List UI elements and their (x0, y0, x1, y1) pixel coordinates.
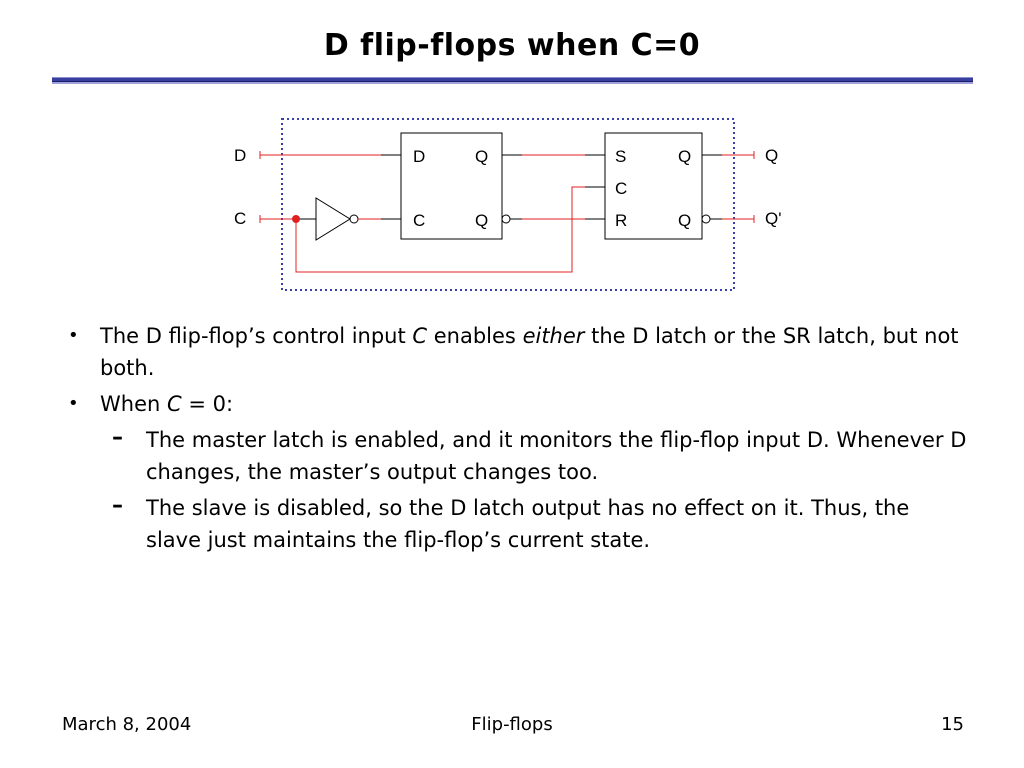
label-master-c: C (413, 211, 426, 230)
bullet-text: the D latch or the SR latch, but not both. (100, 324, 959, 380)
sub-bullet-text: The master latch is enabled, and it monitors the flip-flop input D. Whenever D changes, the master’s output changes too. (146, 428, 967, 484)
inverter-gate (316, 198, 350, 240)
label-output-qn: Q' (765, 209, 782, 228)
bullet-dot-icon: • (68, 393, 79, 414)
bullet-dot-icon: • (68, 325, 79, 346)
label-slave-s: S (615, 147, 627, 166)
label-slave-r: R (615, 211, 628, 230)
footer-date: March 8, 2004 (62, 714, 192, 735)
sub-bullet-item (68, 424, 968, 488)
label-slave-c: C (615, 179, 628, 198)
label-slave-qn: Q (678, 211, 692, 230)
footer-page-number: 15 (941, 714, 964, 735)
master-qn-bubble (502, 215, 510, 223)
slave-qn-bubble (702, 215, 710, 223)
label-master-d: D (413, 147, 426, 166)
bullet-item (68, 320, 968, 384)
label-master-q: Q (475, 147, 489, 166)
dash-icon: – (112, 493, 123, 518)
bullet-text: When (100, 392, 167, 416)
inverter-bubble (350, 215, 358, 223)
slide-title: D flip-flops when C=0 (323, 28, 701, 63)
dash-icon: – (112, 425, 123, 450)
label-input-d: D (234, 146, 247, 165)
bullet-emphasis: either (522, 324, 585, 348)
bullet-list (68, 320, 968, 560)
sub-bullet-text: The slave is disabled, so the D latch output has no effect on it. Thus, the slave just maintains the flip-flop’s current state. (146, 496, 910, 552)
bullet-item (68, 388, 968, 420)
bullet-text: The D flip-flop’s control input (100, 324, 413, 348)
bullet-text: = 0: (181, 392, 234, 416)
bullet-emphasis: C (412, 324, 428, 348)
label-slave-q: Q (678, 147, 692, 166)
sub-bullet-item (68, 492, 968, 556)
label-input-c: C (234, 209, 247, 228)
footer-topic: Flip-flops (471, 714, 553, 735)
bullet-text: enables (427, 324, 523, 348)
label-master-qn: Q (475, 211, 489, 230)
bullet-emphasis: C (166, 392, 182, 416)
label-output-q: Q (765, 146, 779, 165)
